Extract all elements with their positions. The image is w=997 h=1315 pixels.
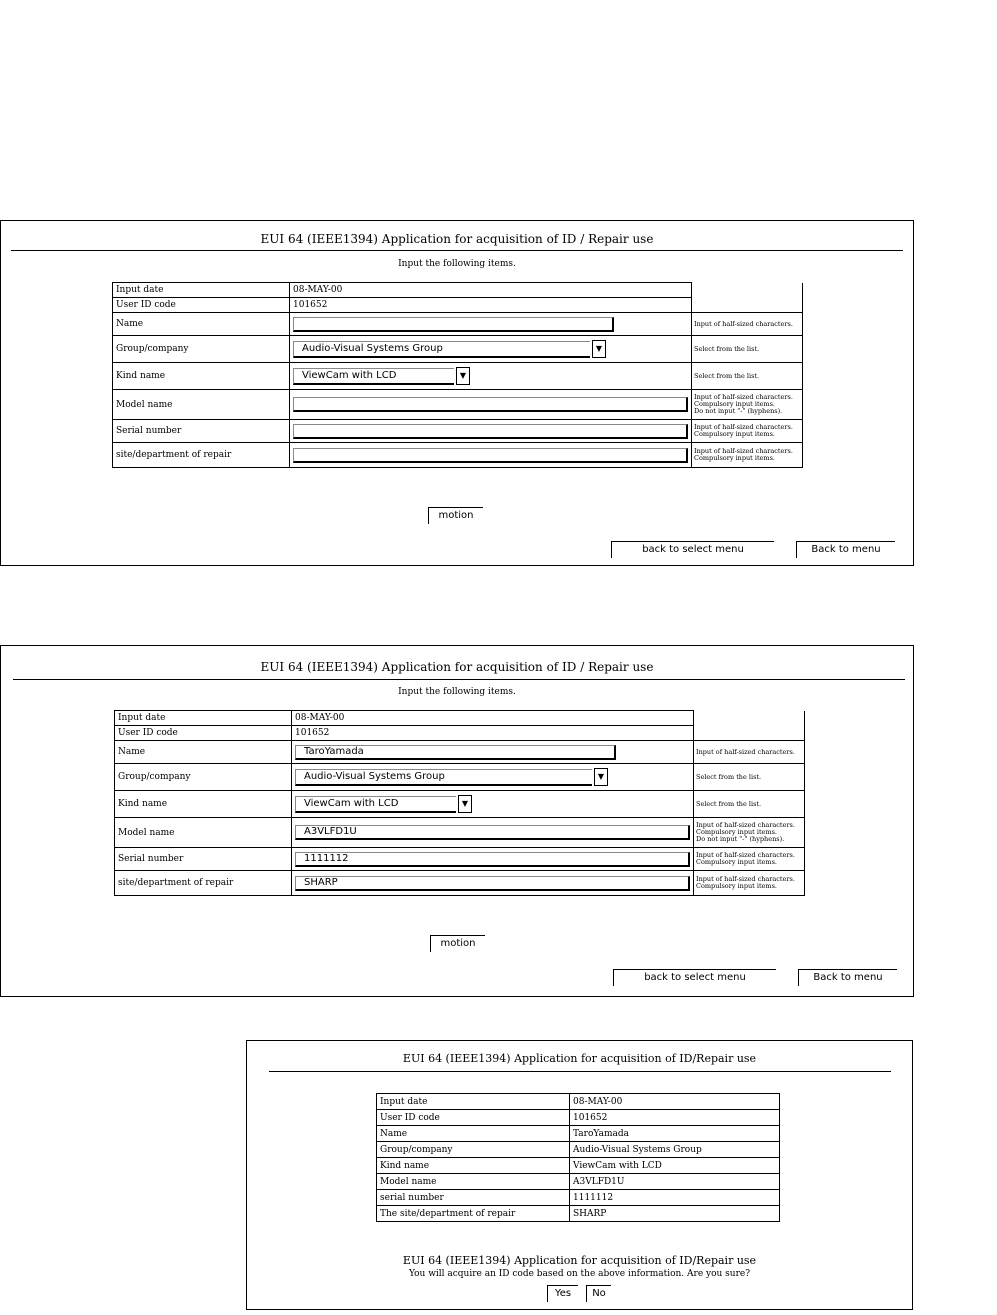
no-button[interactable]: No (586, 1285, 611, 1302)
motion-button[interactable]: motion (430, 935, 485, 952)
group-hint: Select from the list. (692, 336, 803, 363)
input-date-label: Input date (113, 283, 290, 298)
confirmation-table (376, 1093, 780, 1222)
instructions: Input the following items. (398, 259, 516, 269)
group-value: Audio-Visual Systems Group (570, 1142, 780, 1158)
group-hint: Select from the list. (694, 764, 805, 791)
form-row-input-date (115, 711, 805, 726)
form-row-site (113, 443, 803, 468)
form-row-name (115, 741, 805, 764)
group-select-value: Audio-Visual Systems Group (302, 342, 443, 354)
back-to-select-menu-button[interactable]: back to select menu (613, 969, 776, 986)
user-id-label: User ID code (377, 1110, 570, 1126)
form-row-input-date (113, 283, 803, 298)
serial-label: Serial number (113, 420, 290, 443)
title-divider (13, 679, 905, 680)
serial-hint: Input of half-sized characters. Compulsory input items. (694, 848, 805, 871)
confirm-row-kind (377, 1158, 780, 1174)
confirm-row-model (377, 1174, 780, 1190)
form-row-kind (113, 363, 803, 390)
confirm-row-name (377, 1126, 780, 1142)
form-row-user-id (115, 726, 805, 741)
yes-button[interactable]: Yes (547, 1285, 578, 1302)
model-label: Model name (377, 1174, 570, 1190)
kind-select-value: ViewCam with LCD (304, 797, 399, 809)
kind-hint: Select from the list. (694, 791, 805, 818)
kind-label: Kind name (113, 363, 290, 390)
serial-hint: Input of half-sized characters. Compulsory input items. (692, 420, 803, 443)
input-form-table (112, 282, 803, 468)
kind-label: Kind name (115, 791, 292, 818)
group-select[interactable] (295, 769, 605, 786)
kind-hint: Select from the list. (692, 363, 803, 390)
confirm-row-input-date (377, 1094, 780, 1110)
page-title: EUI 64 (IEEE1394) Application for acquisition of ID/Repair use (402, 1052, 757, 1065)
serial-value: 1111112 (570, 1190, 780, 1206)
model-hint: Input of half-sized characters. Compulsory input items. Do not input "-" (hyphens). (692, 390, 803, 420)
confirm-row-user-id (377, 1110, 780, 1126)
site-label: The site/department of repair (377, 1206, 570, 1222)
site-label: site/department of repair (115, 871, 292, 896)
model-label: Model name (115, 818, 292, 848)
form-row-model (115, 818, 805, 848)
site-hint: Input of half-sized characters. Compulsory input items. (692, 443, 803, 468)
user-id-label: User ID code (113, 298, 290, 313)
confirm-row-group (377, 1142, 780, 1158)
group-select[interactable] (293, 341, 603, 358)
dropdown-arrow-icon[interactable]: ▼ (458, 795, 472, 813)
kind-value: ViewCam with LCD (570, 1158, 780, 1174)
title-divider (269, 1071, 891, 1072)
dropdown-arrow-icon[interactable]: ▼ (594, 768, 608, 786)
motion-button[interactable]: motion (428, 507, 483, 524)
dropdown-arrow-icon[interactable]: ▼ (456, 367, 470, 385)
form-row-user-id (113, 298, 803, 313)
user-id-value: 101652 (290, 298, 692, 313)
kind-select-value: ViewCam with LCD (302, 369, 397, 381)
confirm-question: You will acquire an ID code based on the above information. Are you sure? (408, 1269, 751, 1279)
dropdown-arrow-icon[interactable]: ▼ (592, 340, 606, 358)
name-input[interactable] (293, 317, 614, 332)
name-label: Name (115, 741, 292, 764)
serial-label: Serial number (115, 848, 292, 871)
group-select-value: Audio-Visual Systems Group (304, 770, 445, 782)
back-to-select-menu-button[interactable]: back to select menu (611, 541, 774, 558)
model-label: Model name (113, 390, 290, 420)
kind-label: Kind name (377, 1158, 570, 1174)
site-value: SHARP (570, 1206, 780, 1222)
page-title: EUI 64 (IEEE1394) Application for acquisition of ID / Repair use (260, 660, 654, 674)
model-input[interactable]: A3VLFD1U (295, 825, 690, 840)
model-value: A3VLFD1U (570, 1174, 780, 1190)
form-row-group (115, 764, 805, 791)
back-to-menu-button[interactable]: Back to menu (796, 541, 895, 558)
back-to-menu-button[interactable]: Back to menu (798, 969, 897, 986)
user-id-value: 101652 (292, 726, 694, 741)
form-row-site (115, 871, 805, 896)
form-row-kind (115, 791, 805, 818)
instructions: Input the following items. (398, 687, 516, 697)
confirmation-panel (246, 1040, 913, 1310)
name-value: TaroYamada (570, 1126, 780, 1142)
input-date-value: 08-MAY-00 (570, 1094, 780, 1110)
group-label: Group/company (115, 764, 292, 791)
input-date-label: Input date (115, 711, 292, 726)
model-hint: Input of half-sized characters. Compulsory input items. Do not input "-" (hyphens). (694, 818, 805, 848)
kind-select[interactable] (293, 368, 467, 385)
group-label: Group/company (377, 1142, 570, 1158)
serial-input[interactable]: 1111112 (295, 852, 690, 867)
site-label: site/department of repair (113, 443, 290, 468)
name-label: Name (377, 1126, 570, 1142)
name-input[interactable]: TaroYamada (295, 745, 616, 760)
form-row-group (113, 336, 803, 363)
input-form-panel-filled (0, 645, 914, 997)
serial-input[interactable] (293, 424, 688, 439)
site-input[interactable] (293, 448, 688, 463)
name-hint: Input of half-sized characters. (692, 313, 803, 336)
input-form-table (114, 710, 805, 896)
name-hint: Input of half-sized characters. (694, 741, 805, 764)
title-divider (11, 250, 903, 251)
serial-label: serial number (377, 1190, 570, 1206)
form-row-serial (113, 420, 803, 443)
name-label: Name (113, 313, 290, 336)
confirm-row-site (377, 1206, 780, 1222)
user-id-value: 101652 (570, 1110, 780, 1126)
input-date-label: Input date (377, 1094, 570, 1110)
model-input[interactable] (293, 397, 688, 412)
kind-select[interactable] (295, 796, 469, 813)
site-hint: Input of half-sized characters. Compulsory input items. (694, 871, 805, 896)
group-label: Group/company (113, 336, 290, 363)
page-title: EUI 64 (IEEE1394) Application for acquisition of ID / Repair use (260, 232, 654, 246)
input-date-value: 08-MAY-00 (292, 711, 694, 726)
form-row-name (113, 313, 803, 336)
form-row-serial (115, 848, 805, 871)
input-form-panel-empty (0, 220, 914, 566)
input-date-value: 08-MAY-00 (290, 283, 692, 298)
site-input[interactable]: SHARP (295, 876, 690, 891)
confirm-title: EUI 64 (IEEE1394) Application for acquisition of ID/Repair use (402, 1254, 757, 1267)
form-row-model (113, 390, 803, 420)
user-id-label: User ID code (115, 726, 292, 741)
confirm-row-serial (377, 1190, 780, 1206)
